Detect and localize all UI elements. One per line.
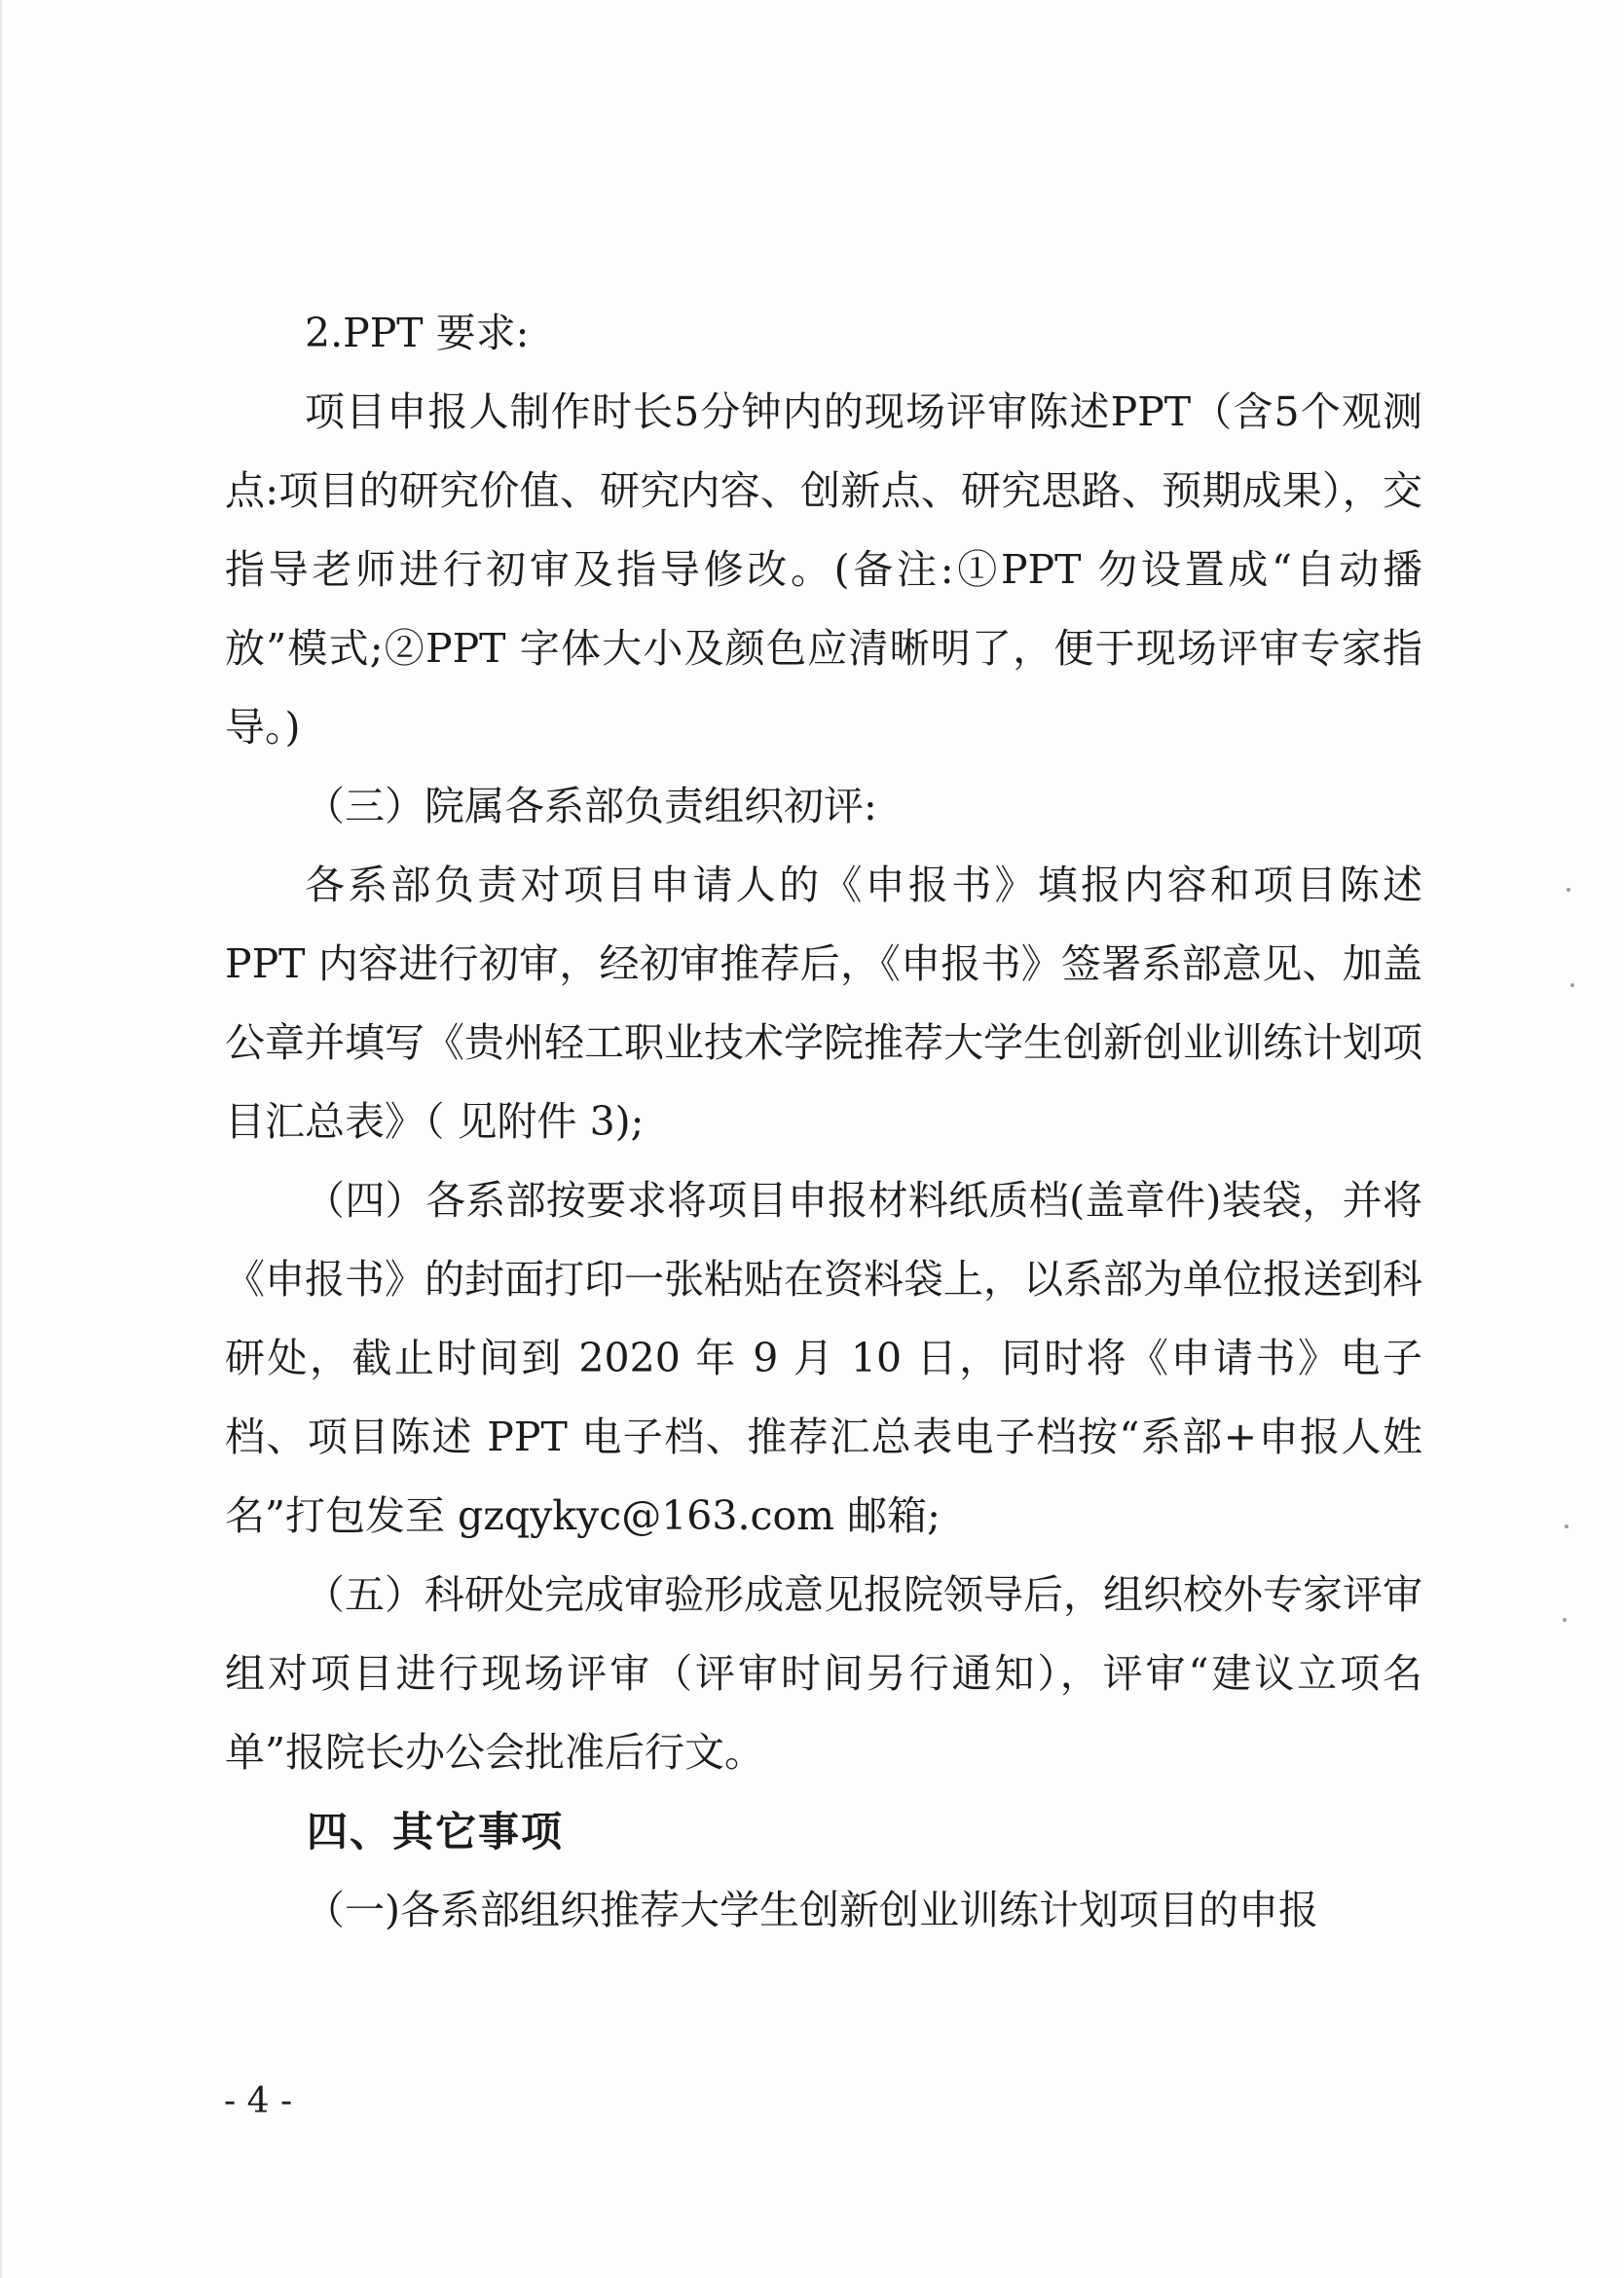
paragraph-ppt-details: 项目申报人制作时长5分钟内的现场评审陈述PPT（含5个观测点:项目的研究价值、研究内容、创新点、研究思路、预期成果），交指导老师进行初审及指导修改。(备注:①PPT 勿设置成“自动播放”模式;②PPT 字体大小及颜色应清晰明了，便于现场评审专家指导。)	[225, 388, 1422, 751]
subsection-ppt-requirements: 2.PPT 要求:	[305, 310, 530, 356]
scan-speck	[1563, 1618, 1567, 1622]
scan-speck	[1565, 1525, 1569, 1528]
paragraph-initial-review: 各系部负责对项目申请人的《申报书》填报内容和项目陈述PPT 内容进行初审，经初审推荐后，《申报书》签署系部意见、加盖公章并填写《贵州轻工职业技术学院推荐大学生创新创业训练计划项目汇总表》（ 见附件 3);	[225, 862, 1422, 1145]
paragraph-other-matters-1: （一)各系部组织推荐大学生创新创业训练计划项目的申报	[305, 1887, 1318, 1933]
document-body	[225, 294, 1422, 1950]
scan-speck	[1567, 888, 1570, 892]
paragraph-submission: （四）各系部按要求将项目申报材料纸质档(盖章件)装袋，并将《申报书》的封面打印一张粘贴在资料袋上，以系部为单位报送到科研处，截止时间到 2020 年 9 月 10 日，同时将《申请书》电子档、项目陈述 PPT 电子档、推荐汇总表电子档按“系部+申报人姓名”打包发至 gzqykyc@163.com 邮箱;	[225, 1177, 1422, 1539]
page-number: - 4 -	[224, 2081, 293, 2121]
scan-speck	[1570, 983, 1574, 987]
section-heading-other-matters: 四、其它事项	[307, 1808, 565, 1855]
subsection-initial-review: （三）院属各系部负责组织初评:	[305, 783, 877, 829]
paragraph-expert-review: （五）科研处完成审验形成意见报院领导后，组织校外专家评审组对项目进行现场评审（评审时间另行通知），评审“建议立项名单”报院长办公会批准后行文。	[225, 1571, 1422, 1776]
